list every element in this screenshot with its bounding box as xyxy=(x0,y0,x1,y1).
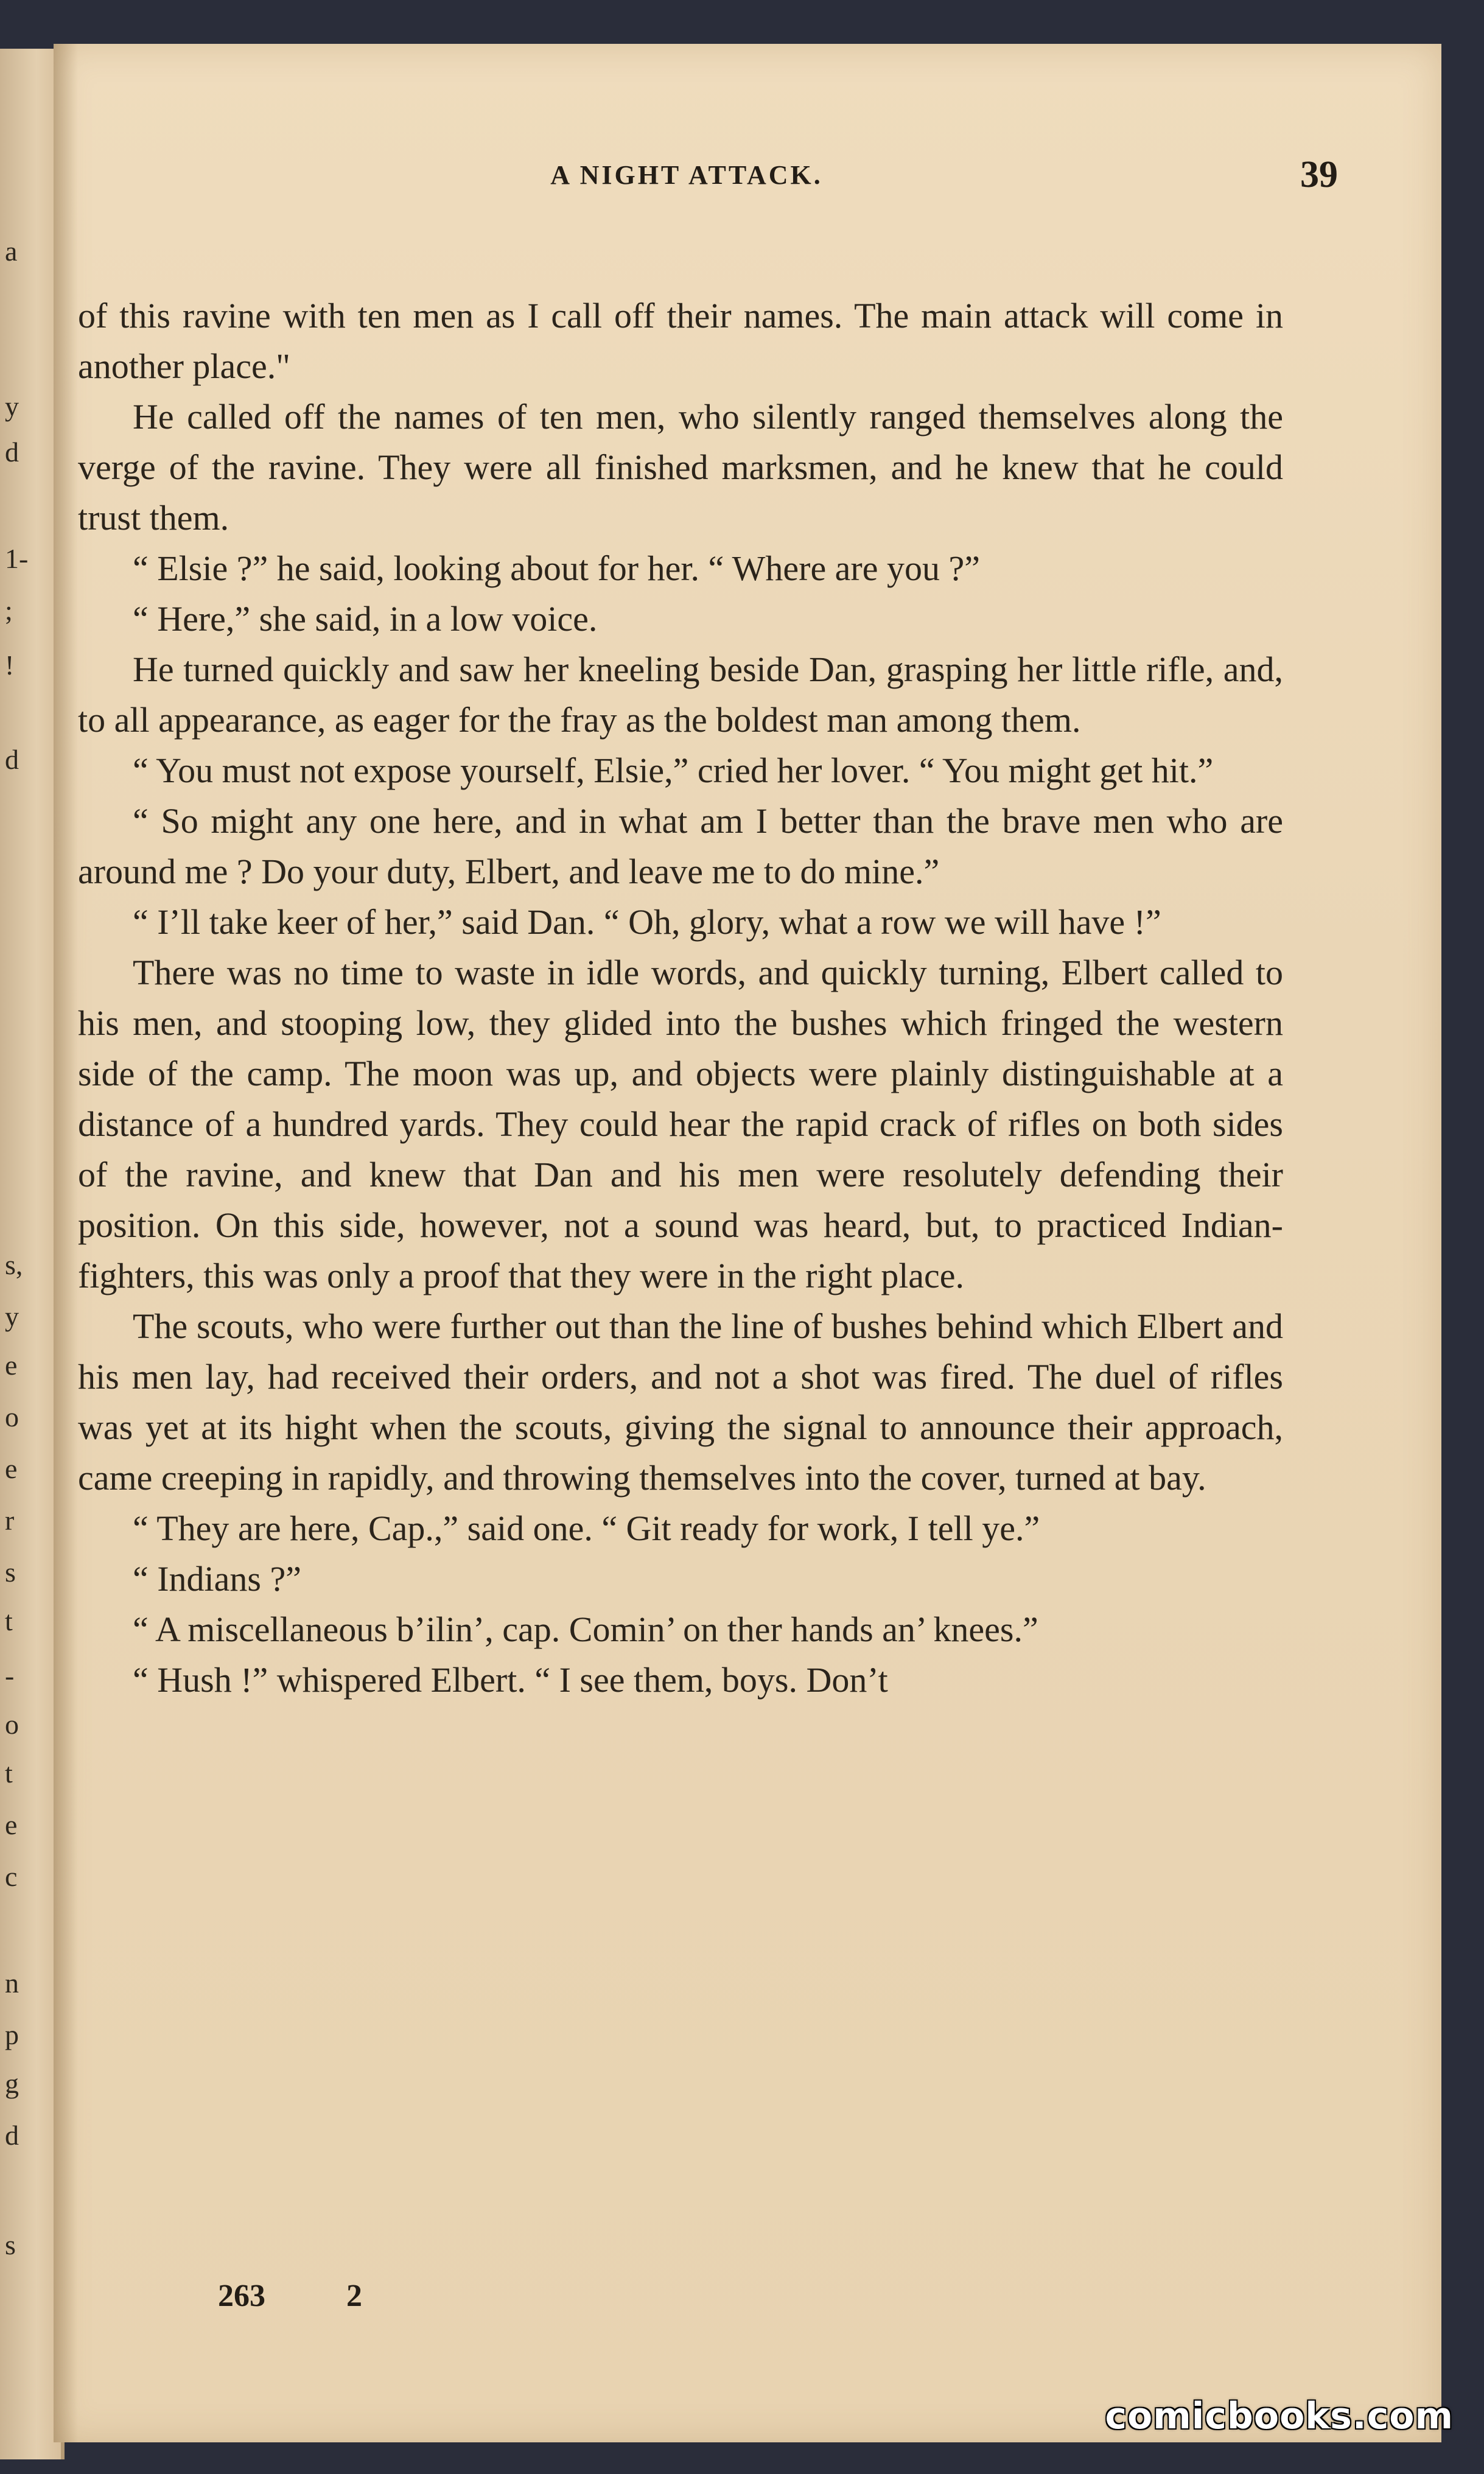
paragraph: “ A miscellaneous b’ilin’, cap. Comin’ on ther hands an’ knees.” xyxy=(133,1610,1038,1649)
paragraph: “ Elsie ?” he said, looking about for her. “ Where are you ?” xyxy=(133,548,980,588)
margin-fragment: ; xyxy=(5,595,13,626)
margin-fragment: g xyxy=(5,2068,19,2099)
margin-fragment: t xyxy=(5,1757,13,1789)
margin-fragment: d xyxy=(5,436,19,468)
paragraph: of this ravine with ten men as I call off their names. The main attack will come in another place." xyxy=(78,296,1283,386)
margin-fragment: y xyxy=(5,391,19,422)
paragraph: “ So might any one here, and in what am I better than the brave men who are around me ? Do your duty, Elbert, and leave me to do mine.” xyxy=(78,801,1283,891)
margin-fragment: r xyxy=(5,1505,15,1536)
margin-fragment: e xyxy=(5,1809,18,1840)
signature-mark: 263 2 xyxy=(218,2279,362,2313)
margin-fragment: c xyxy=(5,1861,18,1892)
margin-fragment: - xyxy=(5,1660,15,1691)
margin-fragment: n xyxy=(5,1968,19,1999)
margin-fragment: s xyxy=(5,2229,16,2260)
paragraph: He called off the names of ten men, who silently ranged themselves along the verge of the ravine. They were all finished marksmen, and he knew that he could trust them. xyxy=(78,397,1283,538)
paragraph: “ Here,” she said, in a low voice. xyxy=(133,599,598,639)
paragraph: There was no time to waste in idle words, and quickly turning, Elbert called to his men, and stooping low, they glided into the bushes which fringed the western side of the camp. The moon was up, and objects were plainly distinguishable at a distance of a hundred yards. They could hear the rapid crack of rifles on both sides of the ravine, and knew that Dan and his men were resolutely defending their position. On this side, however, not a sound was heard, but, to practiced Indian-fighters, this was only a proof that they were in the right place. xyxy=(78,953,1283,1295)
margin-fragment: d xyxy=(5,744,19,775)
margin-fragment: a xyxy=(5,236,18,267)
margin-fragment: e xyxy=(5,1350,18,1381)
margin-fragment: d xyxy=(5,2120,19,2151)
margin-fragment: o xyxy=(5,1401,19,1432)
margin-fragment: e xyxy=(5,1453,18,1484)
paragraph: “ You must not expose yourself, Elsie,” cried her lover. “ You might get hit.” xyxy=(133,751,1214,790)
paragraph: “ They are here, Cap.,” said one. “ Git ready for work, I tell ye.” xyxy=(133,1509,1040,1548)
page-number: 39 xyxy=(1300,154,1338,195)
margin-fragment: t xyxy=(5,1605,13,1636)
margin-fragment: s xyxy=(5,1557,16,1588)
margin-fragment: 1- xyxy=(5,543,29,574)
paragraph: The scouts, who were further out than the line of bushes behind which Elbert and his men lay, had received their orders, and not a shot was fired. The duel of rifles was yet at its hight when the scouts, giving the signal to announce their approach, came creeping in rapidly, and throwing themselves into the cover, turned at bay. xyxy=(78,1306,1283,1498)
paragraph: “ Indians ?” xyxy=(133,1559,301,1599)
margin-fragment: p xyxy=(5,2019,19,2050)
margin-fragment: s, xyxy=(5,1249,23,1280)
margin-fragment: y xyxy=(5,1301,19,1332)
margin-fragment: o xyxy=(5,1709,19,1740)
running-head: A NIGHT ATTACK. xyxy=(550,160,823,190)
paragraph: “ Hush !” whispered Elbert. “ I see them, boys. Don’t xyxy=(133,1660,888,1700)
paragraph: “ I’ll take keer of her,” said Dan. “ Oh, glory, what a row we will have !” xyxy=(133,902,1161,942)
book-page xyxy=(54,44,1441,2442)
paragraph: He turned quickly and saw her kneeling beside Dan, grasping her little rifle, and, to all appearance, as eager for the fray as the boldest man among them. xyxy=(78,650,1283,740)
watermark: comicbooks.com xyxy=(1105,2395,1454,2437)
body-text xyxy=(78,290,1283,1705)
margin-fragment: ! xyxy=(5,650,15,681)
